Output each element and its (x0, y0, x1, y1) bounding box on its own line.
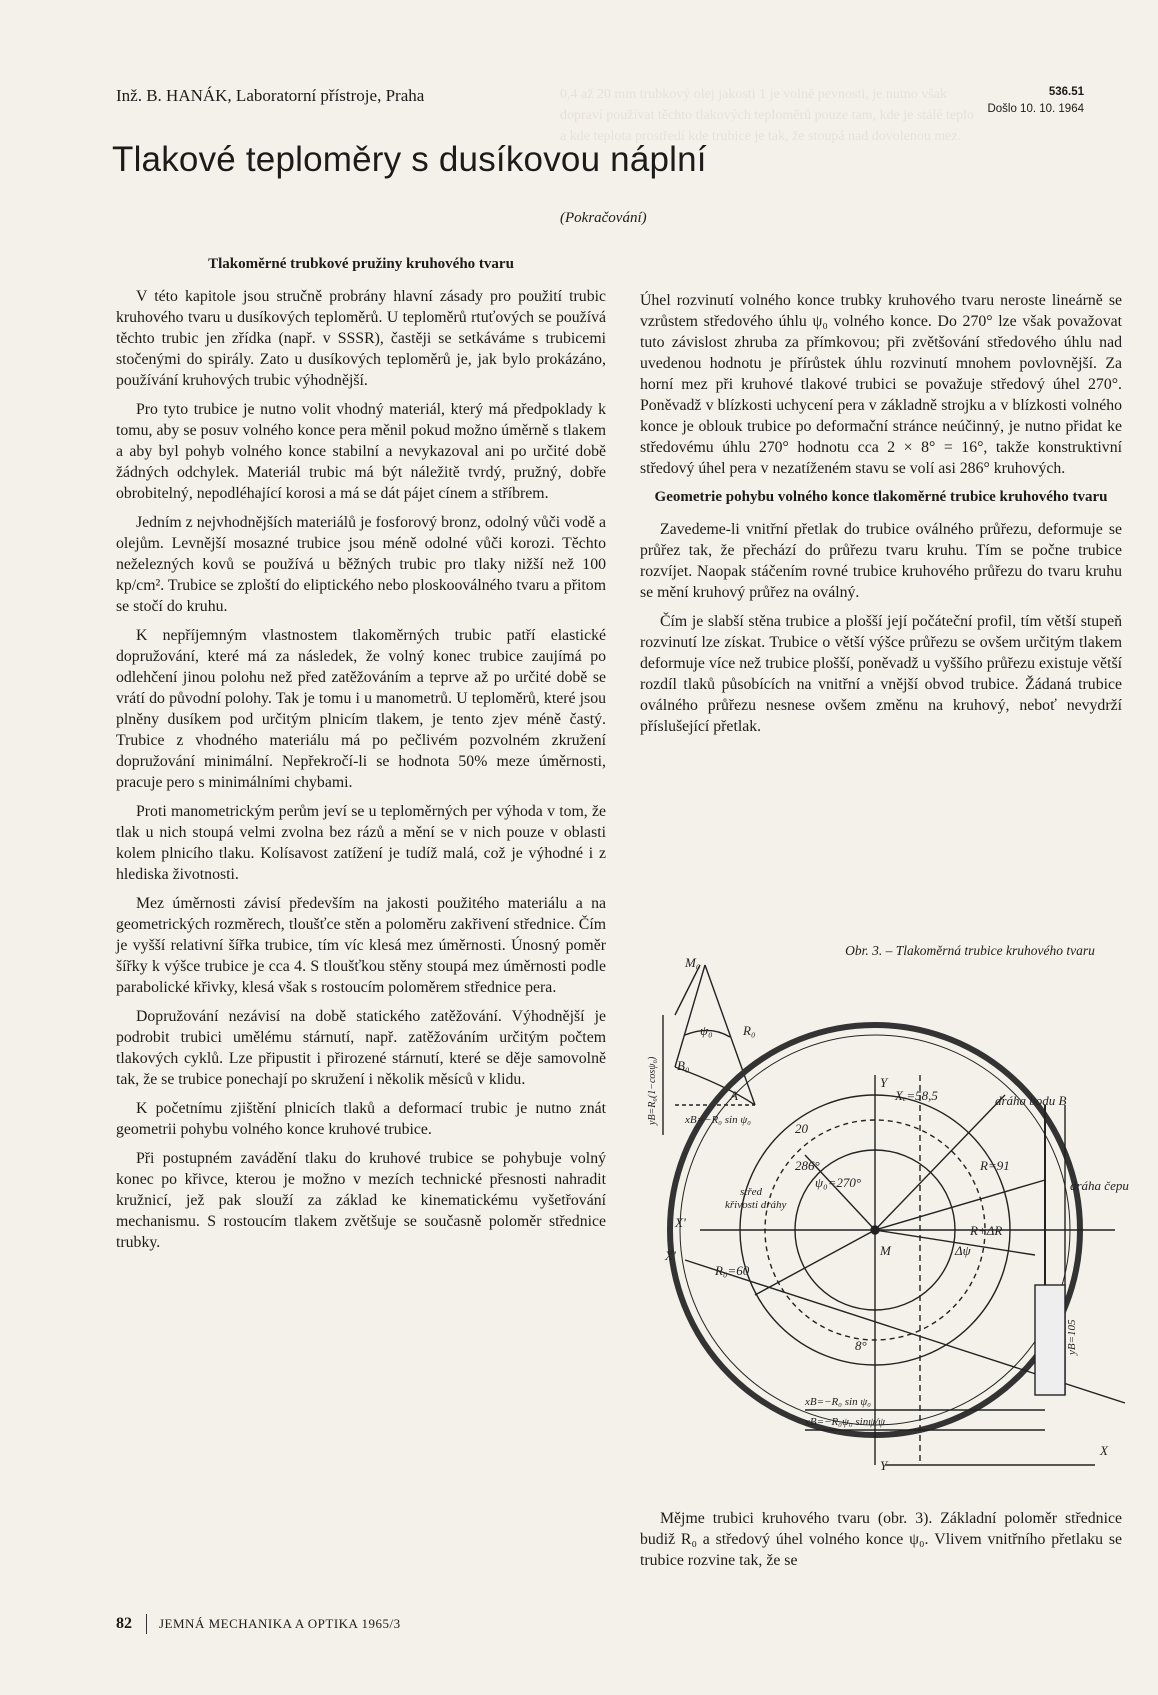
paragraph: Při postupném zavádění tlaku do kruhové trubice se pohybuje volný konec po křivce, kterou je možno v mezích technické přesnosti nahradit kružnicí, jež pak slouží za základ ke kinematickému vyšetřování mechanismu. S rostoucím tlakem zvětšuje se současně poloměr střednice trubky. (116, 1150, 606, 1251)
paragraph: K početnímu zjištění plnicích tlaků a deformací trubic je nutno znát geometrii pohybu volného konce kruhové trubice. (116, 1100, 606, 1138)
fig-label: M₀ (685, 955, 701, 970)
fig-label: X' (675, 1215, 686, 1230)
end-block (1035, 1285, 1065, 1395)
fig-label: R₀=60 (715, 1263, 750, 1278)
fig-label: ψ₀=270° (815, 1175, 862, 1190)
figure-diagram (647, 955, 1130, 1495)
paragraph: K nepříjemným vlastnostem tlakoměrných trubic patří elastické dopružování, které má za následek, že volný konec trubice zaujímá po odlehčení jinou polohu než před zatěžováním a teprve až po určité době se vrátí do původní polohy. Tak je tomu i u manometrů. U teploměrů, které jsou plněny dusíkem pod určitým plnicím tlakem, je tento zjev méně častý. Trubice z vhodného materiálu má po pečlivém pozvolném zkružení dopružování minimální. Nepřekročí-li se hodnota 50% meze úměrnosti, pracuje pero s minimálními chybami. (116, 627, 606, 791)
radius-line (755, 1230, 875, 1295)
fig-label: R+ΔR (970, 1223, 1003, 1238)
received-date: Došlo 10. 10. 1964 (987, 103, 1084, 115)
paragraph: Mějme trubici kruhového tvaru (obr. 3). Základní poloměr střednice budiž R₀ a středový úhel volného konce ψ₀. Vlivem vnitřního přetlaku se trubice rozvine tak, že se (640, 1510, 1122, 1569)
radius-line (875, 1180, 1045, 1230)
inset-line (675, 965, 705, 1067)
fig-label: R=91 (980, 1158, 1010, 1173)
section-heading: Geometrie pohybu volného konce tlakoměrné trubice kruhového tvaru (654, 489, 1108, 505)
paragraph: Úhel rozvinutí volného konce trubky kruhového tvaru neroste lineárně se vzrůstem středového úhlu ψ₀ volného konce. Do 270° lze však považovat tuto závislost zhruba za přímkovou; při zvětšování středového úhlu nad uvedenou hodnotu je přírůstek úhlu rozvinutí mnohem povlovnější. Za horní mez při kruhové tlakové trubici se považuje středový úhel 270°. Poněvadž v blízkosti uchycení pera v základně strojku a v blízkosti volného konce je oblouk trubice po deformační stránce neúčinný, je nutno přidat ke středovému úhlu 270° hodnotu cca 2 × 8° = 16°, takže konstruktivní středový úhel pera v nezatíženém stavu se volí asi 286° kruhových. (640, 292, 1122, 477)
fig-label: dráha bodu B (995, 1093, 1067, 1108)
fig-label: 20 (795, 1121, 808, 1136)
fig-label: R₀ (743, 1023, 756, 1038)
fig-label: B₀ (677, 1058, 690, 1073)
udc-number: 536.51 (1048, 86, 1084, 98)
paragraph: V této kapitole jsou stručně probrány hlavní zásady pro použití trubic kruhového tvaru u dusíkových teploměrů. U teploměrů rtuťových se používá těchto trubic jen zřídka (např. v SSSR), častěji se setkáváme s trubicemi stočenými do spirály. Zato u dusíkových teploměrů je, jak bylo prokázáno, používání kruhových trubic výhodnější. (116, 288, 606, 389)
paragraph: Mez úměrnosti závisí především na jakosti použitého materiálu a na geometrických rozměrech, tloušťce stěn a poloměru zakřivení střednice. Čím je vyšší relativní šířka trubice, tím víc klesá mez úměrnosti. Únosný poměr šířky k výšce trubice je cca 4. S tloušťkou stěny stoupá mez úměrnosti podle parabolické křivky, klesá však s rostoucím poloměrem střednice pera. (116, 895, 606, 996)
fig-label: X (1100, 1443, 1108, 1458)
page-number: 82 (116, 1615, 132, 1632)
fig-label: ψ₀ (700, 1023, 713, 1038)
fig-label: xB=−R₀ sin ψ₀ (805, 1396, 871, 1408)
right-column (640, 290, 1122, 745)
paragraph: Čím je slabší stěna trubice a plošší její počáteční profil, tím větší stupeň rozvinutí lze získat. Trubice o větší výšce průřezu se ovšem určitým tlakem deformuje více než trubice plošší, poněvadž u vyššího průřezu existuje větší rozdíl tlaků působících na vnitřní a vnější obvod trubice. Žádaná trubice oválného průřezu nesnese ovšem změnu na kruhový, neboť nevydrží příslušející přetlak. (640, 613, 1122, 735)
article-title: Tlakové teploměry s dusíkovou náplní (112, 140, 707, 179)
figure-caption: Obr. 3. – Tlakoměrná trubice kruhového tvaru (845, 943, 1095, 958)
paragraph: Dopružování nezávisí na době statického zatěžování. Výhodnější je podrobit trubici umělému stárnutí, např. zatěžováním určitým počtem tlakových cyklů. Lze připustit i přirozené stárnutí, které se děje samovolně tak, že se trubice ponechají po skružení i několik měsíců v klidu. (116, 1008, 606, 1088)
fig-label: střed (740, 1186, 762, 1198)
left-column (116, 254, 606, 1261)
fig-label: Xₑ=58,5 (895, 1088, 938, 1103)
bleed-through-text: 0,4 až 20 mm trubkový olej jakosti 1 je volně pevnosti, je nutno však dopraví používat těchto tlakových teploměrů pouze tam, kde je stálé teplo a kde teplota prostředí kde trubice je tak, že stoupá nad dovolenou mez. (560, 87, 975, 144)
journal-name: JEMNÁ MECHANIKA A OPTIKA 1965/3 (159, 1616, 401, 1631)
classification-code (987, 84, 1084, 118)
paragraph: Jedním z nejvhodnějších materiálů je fosforový bronz, odolný vůči vodě a olejům. Levnější mosazné trubice jsou méně odolné vůči korozi. Těchto neželezných kovů se používá u běžných trubic pro tlaky nižší než 100 kp/cm². Trubice se zploští do eliptického nebo ploskooválného tvaru a přitom se stočí do kruhu. (116, 514, 606, 615)
fig-label: X' (665, 1248, 676, 1263)
fig-label: Δψ (955, 1243, 971, 1258)
inset-line (675, 965, 700, 1015)
fig-label: xB=−R₀ψ₀ sinψ/ψ (805, 1416, 885, 1428)
fig-label: křivosti dráhy (725, 1199, 787, 1211)
fig-label: Y (880, 1075, 888, 1090)
fig-label: 286° (795, 1158, 820, 1173)
section-heading: Tlakoměrné trubkové pružiny kruhového tvaru (208, 256, 514, 272)
fig-label: Y (880, 1458, 888, 1473)
fig-label: dráha čepu (1070, 1178, 1129, 1193)
author-byline: Inž. B. HANÁK, Laboratorní přístroje, Praha (116, 86, 425, 105)
paragraph: Proti manometrickým perům jeví se u teploměrných per výhoda v tom, že tlak u nich stoupá velmi zvolna bez rázů a mění se v nich pouze v oblasti kolem plnicího tlaku. Kolísavost zatížení je tudíž malá, což je výhodné i z hlediska životnosti. (116, 803, 606, 883)
fig-label: yB=105 (1066, 1319, 1078, 1355)
right-column-bottom (640, 1508, 1122, 1579)
paragraph: Pro tyto trubice je nutno volit vhodný materiál, který má předpoklady k tomu, aby se posuv volného konce pera měnil pokud možno úměrně s tlakem a aby byl pohyb volného konce stabilní a nevykazoval ani po určité době žádných odchylek. Materiál trubic má být náležitě tvrdý, pružný, dobře obrobitelný, nepodléhající korosi a má se dát pájet cínem a stříbrem. (116, 401, 606, 502)
continued-note: (Pokračování) (560, 210, 647, 226)
paragraph: Zavedeme-li vnitřní přetlak do trubice oválného průřezu, deformuje se průřez tak, že přechází do průřezu tvaru kruhu. Tím se počne trubice rozvíjet. Naopak stáčením rovné trubice kruhového průřezu do tvaru kruhu se mění kruhový průřez na oválný. (640, 521, 1122, 601)
footer-divider (146, 1614, 147, 1634)
fig-label: A (730, 1088, 738, 1103)
fig-label: yB=R₀(1−cosψ₀) (647, 1056, 658, 1125)
fig-label: 8° (855, 1338, 867, 1353)
fig-label: M (880, 1243, 891, 1258)
page-footer (116, 1614, 401, 1634)
fig-label: xB=−R₀ sin ψ₀ (685, 1114, 751, 1126)
